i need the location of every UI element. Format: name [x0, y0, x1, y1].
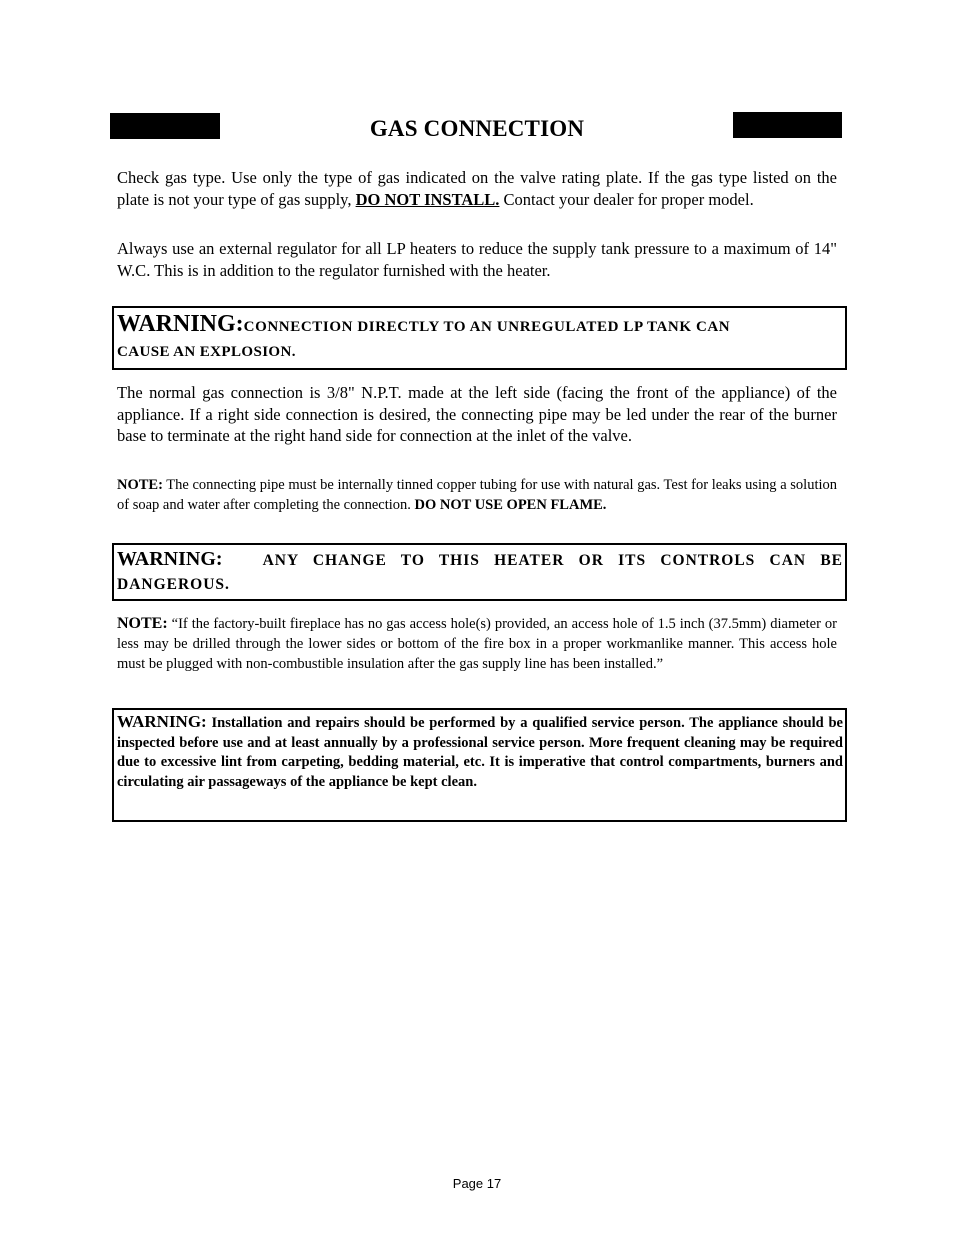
- warning-box-lp-tank: [112, 306, 847, 370]
- regulator-paragraph: Always use an external regulator for all LP heaters to reduce the supply tank pressure to a maximum of 14" W.C. This is in addition to the regulator furnished with the heater.: [117, 239, 837, 280]
- warning-text: Installation and repairs should be performed by a qualified service person. The appliance should be inspected before use and at least annually by a professional service person. More frequent cleaning may be required due to excessive lint from carpeting, bedding material, etc. It is imperative that control compartments, burners and circulating air passageways of the appliance be kept clean.: [117, 715, 843, 790]
- note-text: The connecting pipe must be internally tinned copper tubing for use with natural gas. Test for leaks using a solution of soap and water after completing the connection.: [117, 477, 837, 513]
- note-access-hole: [117, 614, 837, 674]
- warning-label: WARNING:: [117, 548, 223, 570]
- gas-type-text-1: Check gas type. Use only the type of gas indicated on the valve rating plate. If the gas type listed on the plate is not your type of gas supply,: [117, 168, 837, 209]
- do-not-install-emphasis: DO NOT INSTALL.: [355, 189, 500, 209]
- page-title: GAS CONNECTION: [369, 116, 585, 141]
- note-label: NOTE:: [117, 477, 163, 493]
- note-text: “If the factory-built fireplace has no gas access hole(s) provided, an access hole of 1.5 inch (37.5mm) diameter or less may be drilled through the lower sides or bottom of the fire box in a proper workmanlike manner. This access hole must be plugged with non-combustible insulation after the gas supply line has been installed.”: [117, 616, 837, 672]
- warning-label: WARNING:: [117, 712, 207, 731]
- note-label: NOTE:: [117, 615, 168, 632]
- warning-label: WARNING:: [117, 311, 244, 337]
- gas-type-text-2: Contact your dealer for proper model.: [499, 189, 754, 209]
- open-flame-emphasis: DO NOT USE OPEN FLAME.: [414, 497, 607, 513]
- warning-text: ANY CHANGE TO THIS HEATER OR ITS CONTROLS CAN BE DANGEROUS.: [117, 552, 843, 593]
- warning-box-changes: [112, 543, 847, 601]
- gas-type-paragraph: [117, 167, 837, 210]
- warning-box-service: [112, 708, 847, 822]
- connection-paragraph: The normal gas connection is 3/8" N.P.T. made at the left side (facing the front of the appliance) of the appliance. If a right side connection is desired, the connecting pipe may be led under the rear of the burner base to terminate at the right hand side for connection at the inlet of the valve.: [117, 383, 837, 445]
- warning-text: CONNECTION DIRECTLY TO AN UNREGULATED LP TANK CAN: [243, 319, 731, 335]
- page-number: Page 17: [452, 1176, 502, 1191]
- warning-text-cont: CAUSE AN EXPLOSION.: [117, 344, 296, 360]
- note-copper-tubing: [117, 475, 837, 515]
